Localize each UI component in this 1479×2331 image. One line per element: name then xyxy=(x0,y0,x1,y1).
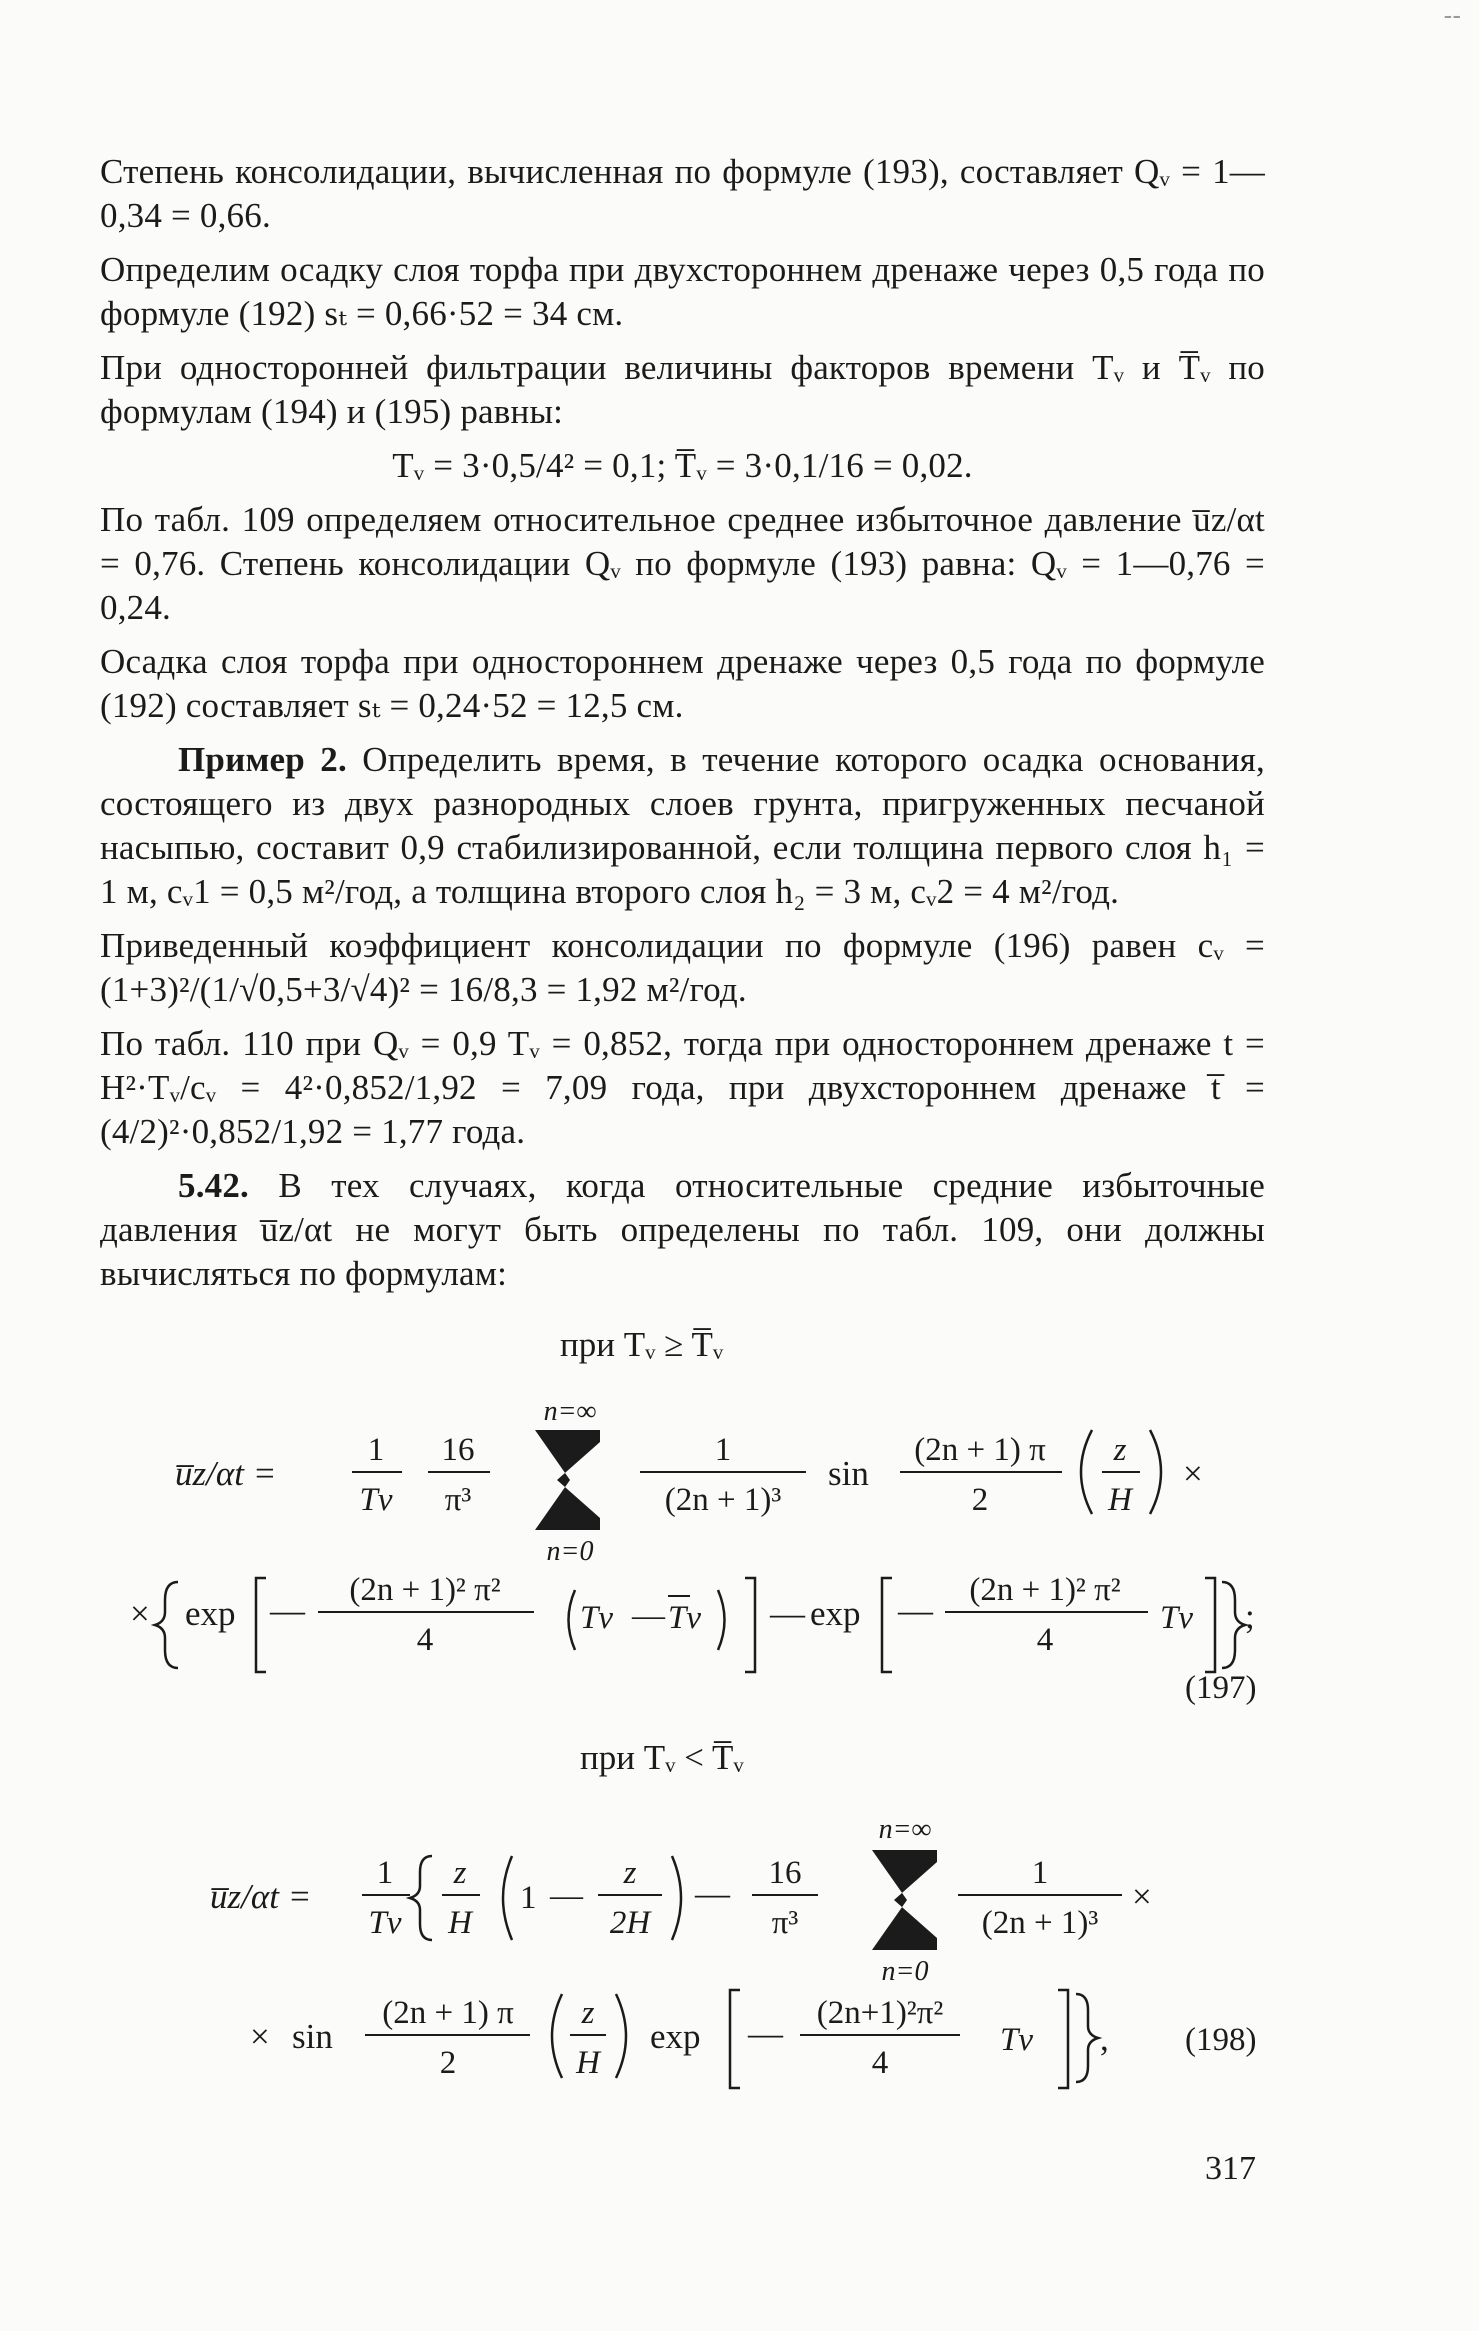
eq198-sum-upper: n=∞ xyxy=(878,1814,932,1845)
eq198-times-2: × xyxy=(250,2017,270,2056)
eq197-lhs: u̅z/αt = xyxy=(175,1454,277,1493)
eq198-H-2: H xyxy=(576,2045,600,2081)
eq197-one-b: 1 xyxy=(714,1432,732,1468)
eq197-minus-3: — xyxy=(770,1594,805,1633)
eq198-one: 1 xyxy=(376,1855,394,1891)
eq198-exp: exp xyxy=(650,2017,701,2056)
eq197-H: H xyxy=(1108,1482,1132,1518)
eq198-paren-right-2 xyxy=(616,1994,626,2078)
eq198-paren-left-2 xyxy=(552,1994,562,2078)
example-2-label: Пример 2. xyxy=(178,740,347,779)
eq198-one-b: 1 xyxy=(520,1880,537,1916)
eq197-denom: (2n + 1)³ xyxy=(664,1482,782,1518)
eq197-exp-2: exp xyxy=(810,1594,861,1633)
paragraph-single-filtration: При односторонней фильтрации величины факторов времени Tᵥ и T̅ᵥ по формулам (194) и (195) равны: xyxy=(100,348,1265,431)
eq198-paren-left xyxy=(503,1856,512,1940)
eq198-bracket-left xyxy=(730,1990,740,2088)
eq197-num-sq-2: (2n + 1)² π² xyxy=(969,1572,1121,1608)
corner-mark: -- xyxy=(1443,0,1461,30)
eq198-H: H xyxy=(448,1905,472,1941)
eq198-two: 2 xyxy=(439,2045,457,2081)
condition-1: при Tᵥ ≥ T̅ᵥ xyxy=(560,1325,724,1364)
eq197-tv-bar: Tv xyxy=(668,1600,701,1636)
eq197-num-pi: (2n + 1) π xyxy=(914,1432,1046,1468)
page-number: 317 xyxy=(1205,2150,1256,2187)
eq197-exp-1: exp xyxy=(185,1594,236,1633)
eq198-minus-3: — xyxy=(748,2014,783,2053)
eq197-pi3: π³ xyxy=(444,1482,472,1518)
eq198-one-c: 1 xyxy=(1031,1855,1049,1891)
eq197-number: (197) xyxy=(1185,1670,1257,1706)
paragraph-table-109: По табл. 109 определяем относительное среднее избыточное давление u̅z/αt = 0,76. Степень консолидации Qᵥ по формуле (193) равна: Qᵥ = 1—0,76 = 0,24. xyxy=(100,500,1265,627)
eq198-paren-right xyxy=(672,1856,681,1940)
eq198-number: (198) xyxy=(1185,2022,1257,2058)
eq197-four-2: 4 xyxy=(1036,1622,1054,1658)
eq198-bracket-right xyxy=(1058,1990,1068,2088)
eq197-semicolon: ; xyxy=(1245,1597,1255,1636)
paragraph-table-110: По табл. 110 при Qᵥ = 0,9 Tᵥ = 0,852, тогда при одностороннем дренаже t = H²·Tᵥ/cᵥ = 4²·0,852/1,92 = 7,09 года, при двухстороннем дренаже t̅ = (4/2)²·0,852/1,92 = 1,77 года. xyxy=(100,1024,1265,1151)
section-5-42-label: 5.42. xyxy=(178,1166,249,1205)
eq198-num-sq: (2n+1)²π² xyxy=(816,1995,944,2031)
eq198-z-2: z xyxy=(623,1855,637,1891)
eq197-two: 2 xyxy=(971,1482,989,1518)
eq198-denom: (2n + 1)³ xyxy=(981,1905,1099,1941)
eq197-tv-2: Tv xyxy=(580,1600,613,1636)
eq197-tv: Tv xyxy=(359,1482,393,1518)
eq198-pi3: π³ xyxy=(771,1905,799,1941)
eq198-2H: 2H xyxy=(609,1905,651,1941)
eq198-comma: , xyxy=(1100,2019,1109,2058)
eq198-z: z xyxy=(453,1855,467,1891)
paragraph-consolidation-degree: Степень консолидации, вычисленная по формуле (193), составляет Qᵥ = 1—0,34 = 0,66. xyxy=(100,152,1265,235)
eq197-sin: sin xyxy=(828,1454,869,1493)
eq197-minus-4: — xyxy=(898,1591,933,1630)
eq197-four-1: 4 xyxy=(416,1622,434,1658)
eq197-minus-2: — xyxy=(632,1598,665,1634)
eq197-tv-3: Tv xyxy=(1160,1600,1193,1636)
paragraph-single-drainage-settlement: Осадка слоя торфа при одностороннем дренаже через 0,5 года по формуле (192) составляет sₜ = 0,24·52 = 12,5 см. xyxy=(100,642,1265,725)
eq197-minus-1: — xyxy=(270,1591,305,1630)
eq198-times: × xyxy=(1132,1877,1152,1916)
eq198-lhs: u̅z/αt = xyxy=(210,1877,312,1916)
eq198-minus-2: — xyxy=(695,1874,730,1913)
condition-2: при Tᵥ < T̅ᵥ xyxy=(580,1738,744,1777)
eq197-sum-upper: n=∞ xyxy=(543,1396,597,1427)
eq198-tv: Tv xyxy=(368,1905,402,1941)
eq198-sum-lower: n=0 xyxy=(881,1956,929,1987)
eq198-minus-1: — xyxy=(550,1878,583,1914)
eq198-brace-right xyxy=(1076,1994,1098,2082)
section-5-42-text: В тех случаях, когда относительные средние избыточные давления u̅z/αt не могут быть определены по табл. 109, они должны вычисляться по формулам: xyxy=(100,1166,1265,1293)
eq198-sin: sin xyxy=(292,2017,333,2056)
eq198-tv-2: Tv xyxy=(1000,2022,1033,2058)
eq197-num-sq-1: (2n + 1)² π² xyxy=(349,1572,501,1608)
eq198-sum-sign xyxy=(872,1850,937,1950)
example-2-text: Определить время, в течение которого осадка основания, состоящего из двух разнородных слоев грунта, пригруженных песчаной насыпью, составит 0,9 стабилизированной, если толщина первого слоя h₁ = 1 м, cᵥ1 = 0,5 м²/год, а толщина второго слоя h₂ = 3 м, cᵥ2 = 4 м²/год. xyxy=(100,740,1265,911)
eq197-times: × xyxy=(1183,1454,1203,1493)
eq198-num-pi: (2n + 1) π xyxy=(382,1995,514,2031)
eq198-four: 4 xyxy=(871,2045,889,2081)
eq198-z-3: z xyxy=(581,1995,595,2031)
eq198-sixteen: 16 xyxy=(768,1855,802,1891)
eq197-sum-lower: n=0 xyxy=(546,1536,594,1567)
eq198-brace-left xyxy=(410,1856,432,1940)
paragraph-time-factors: Tᵥ = 3·0,5/4² = 0,1; T̅ᵥ = 3·0,1/16 = 0,02. xyxy=(392,446,973,485)
paragraph-double-drainage-settlement: Определим осадку слоя торфа при двухстороннем дренаже через 0,5 года по формуле (192) sₜ = 0,66·52 = 34 см. xyxy=(100,250,1265,333)
eq197-one: 1 xyxy=(367,1432,385,1468)
eq197-sixteen: 16 xyxy=(441,1432,475,1468)
eq197-z: z xyxy=(1113,1432,1127,1468)
paragraph-reduced-coefficient: Приведенный коэффициент консолидации по формуле (196) равен cᵥ = (1+3)²/(1/√0,5+3/√4)² = 16/8,3 = 1,92 м²/год. xyxy=(100,926,1265,1009)
eq197-times-2: × xyxy=(130,1594,150,1633)
